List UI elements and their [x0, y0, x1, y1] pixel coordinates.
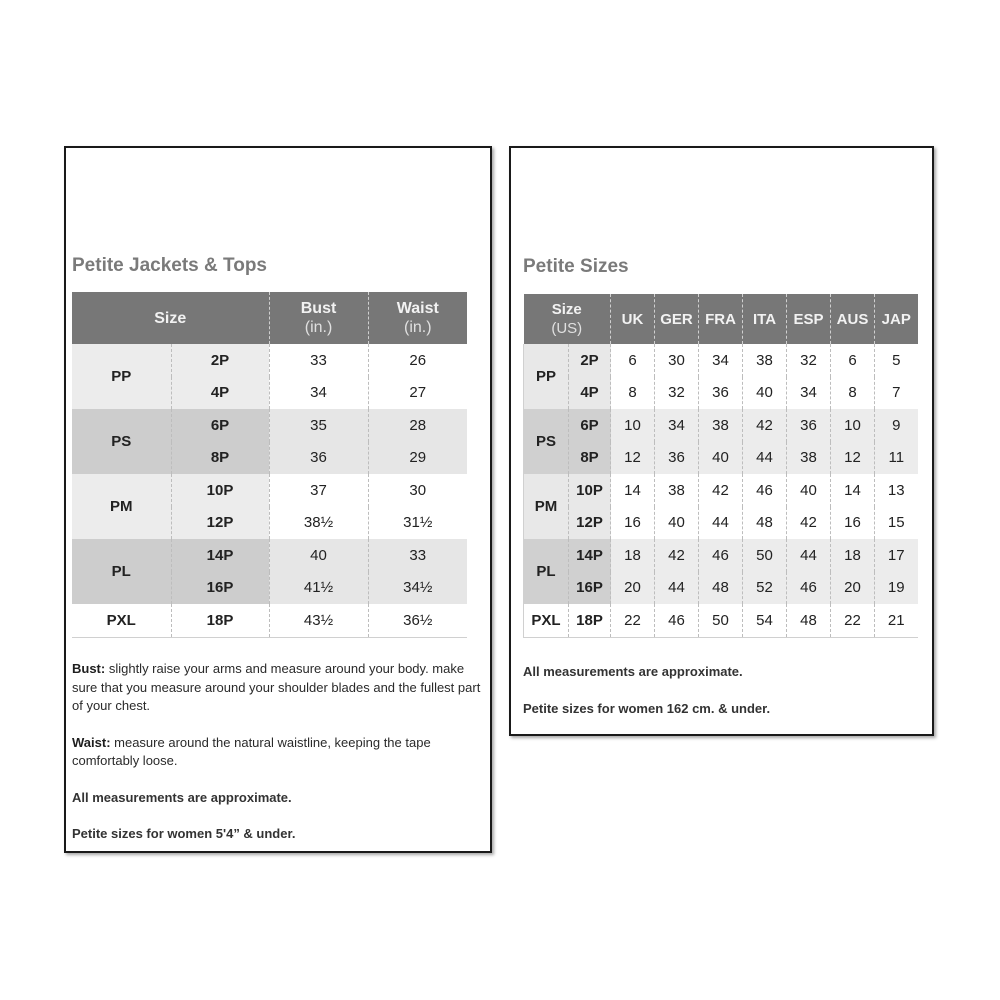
size-value-jap: 11	[875, 442, 918, 475]
table-row	[524, 572, 918, 605]
size-group: PS	[72, 409, 171, 474]
bust-note-label: Bust:	[72, 661, 106, 676]
size-cell: 18P	[171, 604, 269, 637]
table-row	[524, 539, 918, 572]
size-cell: 10P	[569, 474, 611, 507]
waist-cell: 31½	[368, 507, 467, 540]
size-value-uk: 18	[611, 539, 655, 572]
size-group: PP	[524, 344, 569, 409]
waist-note-text: measure around the natural waistline, keeping the tape comfortably loose.	[72, 734, 431, 768]
size-cell: 4P	[569, 377, 611, 410]
size-value-ger: 34	[655, 409, 699, 442]
waist-cell: 28	[368, 409, 467, 442]
size-cell: 6P	[171, 409, 269, 442]
size-value-jap: 13	[875, 474, 918, 507]
table-row	[524, 409, 918, 442]
waist-cell: 30	[368, 474, 467, 507]
size-cell: 16P	[171, 572, 269, 605]
jackets-title: Petite Jackets & Tops	[72, 255, 268, 276]
waist-note-label: Waist:	[72, 734, 111, 750]
size-value-esp: 48	[787, 604, 831, 637]
size-value-ger: 36	[655, 442, 699, 475]
size-value-ita: 48	[743, 507, 787, 540]
size-value-jap: 21	[875, 604, 918, 637]
size-cell: 2P	[569, 344, 611, 377]
size-value-aus: 22	[831, 604, 875, 637]
jackets-header-row	[72, 292, 467, 344]
waist-cell: 26	[368, 344, 467, 377]
bust-cell: 37	[269, 474, 368, 507]
size-value-ger: 44	[655, 572, 699, 605]
size-group: PXL	[524, 604, 569, 637]
table-row	[72, 604, 467, 637]
header-size-us	[524, 294, 611, 344]
size-cell: 10P	[171, 474, 269, 507]
size-cell: 8P	[171, 442, 269, 475]
header-uk: UK	[611, 294, 655, 344]
table-row	[524, 604, 918, 637]
size-group: PL	[524, 539, 569, 604]
size-value-esp: 34	[787, 377, 831, 410]
table-row	[72, 409, 467, 442]
header-bust-label: Bust	[300, 300, 337, 317]
table-row	[524, 344, 918, 377]
size-value-esp: 38	[787, 442, 831, 475]
petite-jackets-panel	[64, 146, 492, 853]
size-value-aus: 16	[831, 507, 875, 540]
bust-cell: 35	[269, 409, 368, 442]
size-value-esp: 36	[787, 409, 831, 442]
size-value-fra: 34	[699, 344, 743, 377]
size-group: PM	[72, 474, 171, 539]
size-value-uk: 20	[611, 572, 655, 605]
bust-cell: 43½	[269, 604, 368, 637]
bust-cell: 40	[269, 539, 368, 572]
jackets-notes	[72, 660, 482, 844]
size-value-aus: 14	[831, 474, 875, 507]
table-row	[72, 539, 467, 572]
waist-cell: 34½	[368, 572, 467, 605]
sizes-notes	[523, 663, 923, 718]
international-size-table	[523, 294, 918, 638]
size-cell: 4P	[171, 377, 269, 410]
bust-cell: 34	[269, 377, 368, 410]
table-row	[524, 474, 918, 507]
header-esp: ESP	[787, 294, 831, 344]
size-group: PS	[524, 409, 569, 474]
size-group: PL	[72, 539, 171, 604]
size-value-fra: 36	[699, 377, 743, 410]
table-row	[524, 507, 918, 540]
size-value-fra: 48	[699, 572, 743, 605]
waist-cell: 27	[368, 377, 467, 410]
size-value-aus: 10	[831, 409, 875, 442]
size-value-ita: 54	[743, 604, 787, 637]
waist-cell: 33	[368, 539, 467, 572]
size-cell: 16P	[569, 572, 611, 605]
size-value-fra: 38	[699, 409, 743, 442]
size-value-fra: 42	[699, 474, 743, 507]
size-value-fra: 46	[699, 539, 743, 572]
size-value-ger: 42	[655, 539, 699, 572]
size-value-esp: 42	[787, 507, 831, 540]
approx-note: All measurements are approximate.	[72, 789, 292, 805]
size-cell: 12P	[569, 507, 611, 540]
size-cell: 6P	[569, 409, 611, 442]
waist-cell: 29	[368, 442, 467, 475]
size-value-ger: 32	[655, 377, 699, 410]
size-value-ita: 46	[743, 474, 787, 507]
size-value-esp: 46	[787, 572, 831, 605]
petite-note: Petite sizes for women 5'4” & under.	[72, 826, 296, 841]
size-value-ita: 44	[743, 442, 787, 475]
size-value-ita: 42	[743, 409, 787, 442]
sizes-table-body	[524, 344, 918, 637]
bust-cell: 33	[269, 344, 368, 377]
size-cell: 14P	[171, 539, 269, 572]
size-value-uk: 16	[611, 507, 655, 540]
size-group: PM	[524, 474, 569, 539]
size-value-jap: 19	[875, 572, 918, 605]
size-value-uk: 10	[611, 409, 655, 442]
table-row	[524, 442, 918, 475]
header-bust-unit: (in.)	[304, 319, 333, 336]
size-cell: 12P	[171, 507, 269, 540]
size-value-jap: 9	[875, 409, 918, 442]
header-waist	[368, 292, 467, 344]
size-value-aus: 8	[831, 377, 875, 410]
sizes-header-row	[524, 294, 918, 344]
table-row	[524, 377, 918, 410]
header-size-unit: (US)	[551, 320, 583, 337]
jackets-size-table	[72, 292, 467, 638]
bust-cell: 41½	[269, 572, 368, 605]
size-value-uk: 22	[611, 604, 655, 637]
size-value-aus: 6	[831, 344, 875, 377]
petite-sizes-panel	[509, 146, 934, 736]
header-jap: JAP	[875, 294, 918, 344]
size-value-uk: 14	[611, 474, 655, 507]
header-ger: GER	[655, 294, 699, 344]
header-waist-label: Waist	[396, 300, 439, 317]
bust-cell: 36	[269, 442, 368, 475]
size-cell: 8P	[569, 442, 611, 475]
size-value-fra: 50	[699, 604, 743, 637]
header-waist-unit: (in.)	[403, 319, 432, 336]
header-size: Size	[72, 292, 269, 344]
size-value-uk: 12	[611, 442, 655, 475]
size-value-esp: 44	[787, 539, 831, 572]
header-fra: FRA	[699, 294, 743, 344]
size-group: PP	[72, 344, 171, 409]
size-value-uk: 8	[611, 377, 655, 410]
size-value-aus: 18	[831, 539, 875, 572]
waist-cell: 36½	[368, 604, 467, 637]
sizes-title: Petite Sizes	[523, 256, 629, 277]
size-group: PXL	[72, 604, 171, 637]
header-bust	[269, 292, 368, 344]
size-cell: 2P	[171, 344, 269, 377]
table-row	[72, 474, 467, 507]
size-value-ita: 40	[743, 377, 787, 410]
size-value-ita: 52	[743, 572, 787, 605]
size-value-ger: 38	[655, 474, 699, 507]
bust-note-text: slightly raise your arms and measure around your body. make sure that you measure around your shoulder blades and the fullest part of your chest.	[72, 661, 481, 713]
size-value-jap: 7	[875, 377, 918, 410]
size-value-aus: 20	[831, 572, 875, 605]
size-cell: 14P	[569, 539, 611, 572]
size-value-esp: 32	[787, 344, 831, 377]
size-value-jap: 15	[875, 507, 918, 540]
size-value-ger: 40	[655, 507, 699, 540]
waist-note	[72, 734, 482, 771]
size-value-ita: 38	[743, 344, 787, 377]
bust-note	[72, 660, 482, 716]
size-value-esp: 40	[787, 474, 831, 507]
header-ita: ITA	[743, 294, 787, 344]
size-value-jap: 17	[875, 539, 918, 572]
header-aus: AUS	[831, 294, 875, 344]
table-row	[72, 344, 467, 377]
size-value-fra: 44	[699, 507, 743, 540]
size-cell: 18P	[569, 604, 611, 637]
size-value-jap: 5	[875, 344, 918, 377]
size-value-fra: 40	[699, 442, 743, 475]
size-value-ita: 50	[743, 539, 787, 572]
size-value-aus: 12	[831, 442, 875, 475]
size-value-ger: 46	[655, 604, 699, 637]
header-size-label: Size	[551, 301, 582, 318]
size-value-ger: 30	[655, 344, 699, 377]
size-value-uk: 6	[611, 344, 655, 377]
approx-note: All measurements are approximate.	[523, 664, 743, 679]
bust-cell: 38½	[269, 507, 368, 540]
petite-note: Petite sizes for women 162 cm. & under.	[523, 700, 771, 716]
